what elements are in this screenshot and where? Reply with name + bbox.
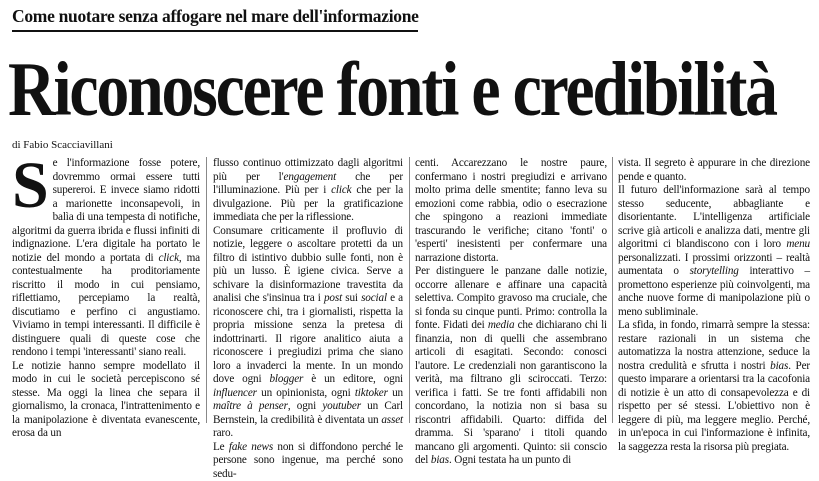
text-run: flusso continuo ottimizzato dagli algoritmi più per l'	[213, 157, 403, 183]
text-run: La sfida, in fondo, rimarrà sempre la stessa: restare razionali in un sistema che automatizza la nostra attenzione, seduce la nostra credulità e sfrutta i nostri	[618, 319, 810, 372]
text-run-italic: maître à penser	[213, 400, 288, 412]
text-run: un	[388, 387, 403, 399]
text-run-italic: fake news	[229, 441, 273, 453]
kicker-underline	[12, 30, 418, 32]
paragraph	[213, 441, 403, 481]
article-kicker: Come nuotare senza affogare nel mare dell'informazione	[12, 6, 419, 27]
article-byline: di Fabio Scacciavillani	[12, 139, 113, 151]
paragraph	[415, 265, 607, 468]
paragraph: centi. Accarezzano le nostre paure, confermano i nostri pregiudizi e arrivano molto prima delle smentite; fanno leva su emozioni come rabbia, odio o esecrazione che spingono a reazioni immediate trascurando le verifiche; citano 'fonti' o 'esperti' inesistenti per confermare una narrazione distorta.	[415, 157, 607, 265]
text-run: Il futuro dell'informazione sarà al tempo stesso seducente, abbagliante e disorientante. L'intelligenza artificiale scrive già articoli e analizza dati, mentre gli algoritmi ci blandiscono con i loro	[618, 184, 810, 250]
text-run: Per distinguere le panzane dalle notizie, occorre allenare e affinare una capacità selettiva. Compito gravoso ma cruciale, che si fonda su cinque punti. Primo: controlla la fonte. Fidati dei	[415, 265, 607, 331]
text-run-italic: click	[159, 252, 179, 264]
text-run: sui	[342, 292, 361, 304]
text-run-italic: menu	[786, 238, 810, 250]
text-run: che dichiarano chi li finanzia, non di quelli che assembrano articoli di esagitati. Secondo: conosci l'autore. Le credenziali non garantiscono la verità, ma filtrano gli sciroccati. Terzo: verifica i fatti. Se tre fonti affidabili non concordano, la notizia non si basa su riscontri affidabili. Quarto: diffida del dramma. Si 'sparano' i titoli quando mancano gli argomenti. Quinto: sii conscio del	[415, 319, 607, 466]
text-run: , ogni	[288, 400, 323, 412]
text-run: . Ogni testata ha un punto di	[449, 454, 571, 466]
drop-cap: S	[12, 157, 49, 215]
text-run: un opinionista, ogni	[257, 387, 355, 399]
article-column-2	[213, 157, 403, 427]
text-run: che per l'illuminazione. Più per i	[213, 171, 403, 197]
paragraph: vista. Il segreto è appurare in che direzione pende e quanto.	[618, 157, 810, 184]
text-run-italic: youtuber	[322, 400, 361, 412]
column-divider	[612, 157, 613, 423]
text-run: personalizzati. I prossimi orizzonti – realtà aumentata o	[618, 252, 810, 278]
text-run-italic: bias	[431, 454, 449, 466]
text-run: raro.	[213, 427, 233, 439]
text-run: e a riconoscere chi, tra i giornalisti, rispetta la propria missione senza la pretesa di indottrinarti. Il rigore analitico aiuta a riconoscere i pregiudizi prima che siano loro a invaderci la mente. In un mondo dove ogni	[213, 292, 403, 385]
text-run-italic: bias	[770, 360, 788, 372]
text-run-italic: storytelling	[690, 265, 739, 277]
text-run: un Carl Bernstein, la credibilità è diventata un	[213, 400, 403, 426]
text-run-italic: social	[361, 292, 387, 304]
text-run-italic: blogger	[269, 373, 303, 385]
paragraph	[213, 225, 403, 441]
article-column-1	[12, 157, 200, 427]
paragraph	[618, 184, 810, 319]
text-run-italic: click	[331, 184, 351, 196]
text-run: Le	[213, 441, 229, 453]
text-run-italic: post	[324, 292, 342, 304]
text-run-italic: engagement	[284, 171, 337, 183]
text-run-italic: influencer	[213, 387, 257, 399]
article-column-3	[415, 157, 607, 427]
text-run: che per la divulgazione. Più per la gratificazione immediata che per la riflessione.	[213, 184, 403, 223]
article-headline: Riconoscere fonti e credibilità	[8, 44, 696, 134]
text-run: e l'informazione fosse potere, dovremmo ormai essere tutti supereroi. E invece siamo ridotti a marionette inconsapevoli, in balìa di una tempesta di notifiche, algoritmi da guerra ibrida e flussi infiniti di indignazione. L'era digitale ha portato le notizie del mondo a portata di	[12, 157, 200, 264]
text-run: non si diffondono perché le persone sono ingenue, ma perché sono sedu-	[213, 441, 403, 480]
paragraph	[618, 319, 810, 454]
paragraph	[213, 157, 403, 225]
text-run: è un editore, ogni	[303, 373, 403, 385]
article-column-4	[618, 157, 810, 427]
column-divider	[409, 157, 410, 423]
paragraph	[12, 157, 200, 360]
column-divider	[206, 157, 207, 423]
text-run-italic: asset	[381, 414, 403, 426]
text-run: Consumare criticamente il profluvio di notizie, leggere o ascoltare protetti da un filtro di istintivo dubbio sulle fonti, non è più un lusso. È igiene civica. Serve a schivare la disinformazione travestita da analisi che s'insinua tra i	[213, 225, 403, 305]
text-run: , ma contestualmente ha proditoriamente riscritto il modo in cui pensiamo, riflettiamo, percepiamo la realtà, discutiamo e perfino ci angustiamo. Viviamo in tempi interessanti. Il difficile è distinguere quali di queste cose che rendono i tempi 'interessanti' siano reali.	[12, 252, 200, 359]
text-run-italic: media	[488, 319, 515, 331]
paragraph: Le notizie hanno sempre modellato il modo in cui le società percepiscono sé stesse. Ma oggi la linea che separa il giornalismo, la cronaca, l'intrattenimento e la manipolazione è diventata evanescente, erosa da un	[12, 360, 200, 441]
text-run-italic: tiktoker	[355, 387, 388, 399]
text-run: interattivo – promettono esperienze più coinvolgenti, ma anche nuove forme di manipolazione più o meno subliminale.	[618, 265, 810, 318]
text-run: . Per questo imparare a orientarsi tra la cacofonia di notizie è un atto di consapevolezza e di rispetto per sé stessi. L'obiettivo non è leggere di più, ma leggere meglio. Perché, in un'epoca in cui l'informazione è infinita, la saggezza resta la risorsa più pregiata.	[618, 360, 810, 453]
